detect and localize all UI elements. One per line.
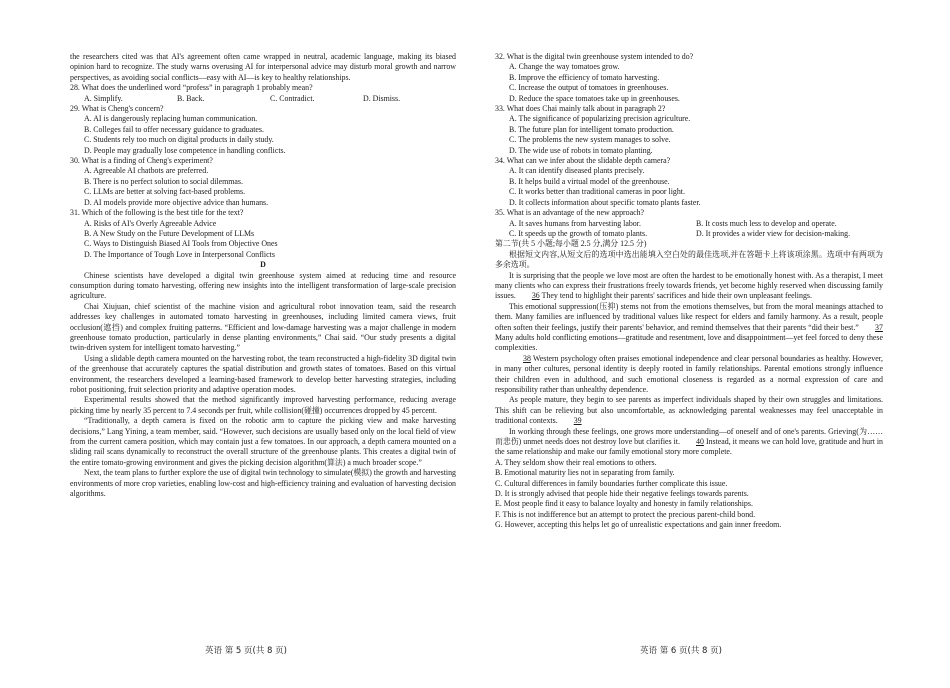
question-34: 34. What can we infer about the slidable depth camera?: [495, 156, 671, 166]
option: A. It saves humans from harvesting labor.: [509, 218, 641, 228]
question-29: 29. What is Cheng's concern?: [70, 104, 164, 114]
option: A. Risks of AI's Overly Agreeable Advice: [84, 218, 217, 228]
question-35-options-row2: [495, 229, 883, 239]
passage-paragraph: Experimental results showed that the method significantly improved harvesting performance, reducing average picking time by nearly 35 percent to 7.4 seconds per fruit, while collision(碰撞) occurrences dropped by 45 percent.: [70, 395, 456, 415]
option: D. The wide use of robots in tomato planting.: [509, 145, 653, 155]
question-33: 33. What does Chai mainly talk about in paragraph 2?: [495, 104, 666, 114]
option: D. Dismiss.: [363, 93, 401, 103]
passage-paragraph: As people mature, they begin to see parents as imperfect individuals shaped by their own struggles and limitations. This shift can be relieving but also uncomfortable, as acknowledging parental weaknesses may feel unacceptable in traditional contexts. 39: [495, 395, 883, 426]
answer-option: G. However, accepting this helps let go of unrealistic expectations and gain inner freedom.: [495, 520, 782, 530]
answer-option: C. Cultural differences in family boundaries further complicate this issue.: [495, 478, 728, 488]
option: B. The future plan for intelligent tomato production.: [509, 124, 674, 134]
answer-option: E. Most people find it easy to balance loyalty and honesty in family relationships.: [495, 499, 753, 509]
option: D. People may gradually lose competence in handling conflicts.: [84, 145, 286, 155]
blank-39: 39: [573, 416, 582, 426]
question-28-options: [70, 94, 456, 104]
option: A. Change the way tomatoes grow.: [509, 62, 620, 72]
blank-38: 38: [523, 353, 531, 363]
passage-d-heading: D: [260, 260, 266, 270]
option: A. Agreeable AI chatbots are preferred.: [84, 166, 209, 176]
question-35: 35. What is an advantage of the new approach?: [495, 208, 645, 218]
section-2-instruction: 根据短文内容,从短文后的选项中选出能填入空白处的最佳选项,并在答题卡上将该项涂黑。选项中有两项为多余选项。: [495, 249, 883, 270]
option: C. Students rely too much on digital products in daily study.: [84, 135, 274, 145]
blank-40: 40: [696, 437, 704, 447]
passage-paragraph: 38 Western psychology often praises emotional independence and clear personal boundaries as healthy. However, in many other cultures, personal identity is deeply rooted in family relationships. Parental emotions strongly influence their children even in adulthood, and such emotional closeness is regarded as a normal expression of care and responsibility rather than unhealthy dependence.: [495, 353, 883, 394]
question-35-options-row1: [495, 219, 883, 229]
answer-option: A. They seldom show their real emotions to others.: [495, 457, 657, 467]
option: C. LLMs are better at solving fact-based problems.: [84, 187, 246, 197]
option: A. The significance of popularizing precision agriculture.: [509, 114, 691, 124]
option: B. There is no perfect solution to social dilemmas.: [84, 176, 243, 186]
option: C. Ways to Distinguish Biased AI Tools from Objective Ones: [84, 239, 278, 249]
option: D. It collects information about specific tomato plants faster.: [509, 197, 701, 207]
passage-paragraph: In working through these feelings, one grows more understanding—of oneself and of one's parents. Grieving(为……而悲伤) unmet needs does not destroy love but clarifies it. 40 Instead, it means we can hold love, gratitude and hurt in the same relationship and make our family emotional story more complete.: [495, 426, 883, 457]
option: D. AI models provide more objective advice than humans.: [84, 197, 269, 207]
page-footer-left: 英语 第 5 页(共 8 页): [205, 646, 287, 656]
answer-option: D. It is strongly advised that people hide their negative feelings towards parents.: [495, 489, 749, 499]
option: B. Back.: [177, 93, 205, 103]
question-31: 31. Which of the following is the best title for the text?: [70, 208, 244, 218]
passage-c-ending: the researchers cited was that AI's agreement often came wrapped in neutral, academic language, making its biased opinion hard to recognize. The study warns overusing AI for interpersonal advice may disturb moral growth and narrow perspectives, as avoiding social conflicts—easy with AI—is key to healthy relationships.: [70, 52, 456, 82]
option: D. It provides a wider view for decision-making.: [696, 228, 851, 238]
option: B. It costs much less to develop and operate.: [696, 218, 837, 228]
blank-36: 36: [531, 291, 540, 301]
blank-37: 37: [875, 322, 883, 332]
option: B. It helps build a virtual model of the greenhouse.: [509, 176, 670, 186]
option: A. It can identify diseased plants precisely.: [509, 166, 645, 176]
option: D. The Importance of Tough Love in Interpersonal Conflicts: [84, 249, 275, 259]
question-30: 30. What is a finding of Cheng's experiment?: [70, 156, 213, 166]
passage-paragraph: “Traditionally, a depth camera is fixed on the robotic arm to capture the picking view and make harvesting decisions,” Lang Yining, a team member, said. “However, such decisions are usually based only on the local field of view from the current camera position, which may contain just a few tomatoes. In our approach, a depth camera mounted on a sliding rail scans dynamically to reconstruct the overall structure of the greenhouse plants. This creates a digital twin of the entire tomato-growing environment and gives the picking decision algorithm(算法) a much broader scope.”: [70, 416, 456, 467]
option: A. Simplify.: [84, 93, 123, 103]
question-28: 28. What does the underlined word “profess” in paragraph 1 probably mean?: [70, 83, 313, 93]
option: C. It speeds up the growth of tomato plants.: [509, 228, 648, 238]
option: B. Colleges fail to offer necessary guidance to graduates.: [84, 124, 264, 134]
option: B. Improve the efficiency of tomato harvesting.: [509, 72, 660, 82]
passage-paragraph: Chai Xiujuan, chief scientist of the machine vision and agricultural robot innovation team, said the research addresses key challenges in automated tomato harvesting in greenhouses, including limited camera views, fruit occlusion(遮挡) and complex fruiting patterns. “Efficient and low-damage harvesting was a major challenge in modern greenhouse tomato production, particularly in dense planting environments,” Chai said. “Our study presents a digital twin-driven system for intelligent tomato harvesting.”: [70, 301, 456, 353]
question-32: 32. What is the digital twin greenhouse system intended to do?: [495, 52, 694, 61]
passage-paragraph: Next, the team plans to further explore the use of digital twin technology to simulate(模拟) the growth and harvesting environments of more crop varieties, enabling low-cost and high-efficiency training and evaluation of harvesting decision algorithms.: [70, 468, 456, 499]
option: C. It works better than traditional cameras in poor light.: [509, 187, 685, 197]
option: C. Contradict.: [270, 93, 315, 103]
passage-paragraph: Chinese scientists have developed a digital twin greenhouse system aimed at reducing time and resource consumption during tomato harvesting, offering new insights into the intelligent transformation of large-scale precision agriculture.: [70, 270, 456, 301]
answer-option: B. Emotional maturity lies not in separating from family.: [495, 468, 675, 478]
right-column: [495, 52, 883, 531]
section-2-heading: 第二节(共 5 小题;每小题 2.5 分,满分 12.5 分): [495, 239, 647, 249]
left-column: [70, 52, 456, 499]
option: D. Reduce the space tomatoes take up in greenhouses.: [509, 93, 680, 103]
passage-paragraph: This emotional suppression(压抑) stems not from the emotions themselves, but from the moral meanings attached to them. Many families are influenced by traditional values like respect for elders and family harmony. As a result, people often soften their feelings, justify their parents' behavior, and remind themselves that their parents “did their best.” 37 Many adults hold conflicting emotions—gratitude and resentment, love and disappointment—yet feel forced to deny these complexities.: [495, 301, 883, 353]
option: C. The problems the new system manages to solve.: [509, 135, 671, 145]
answer-option: F. This is not indifference but an attempt to protect the precious parent-child bond.: [495, 509, 756, 519]
option: C. Increase the output of tomatoes in greenhouses.: [509, 83, 669, 93]
page-footer-right: 英语 第 6 页(共 8 页): [640, 646, 722, 656]
passage-paragraph: It is surprising that the people we love most are often the hardest to be emotionally honest with. As a therapist, I meet many clients who can express their frustrations freely towards friends, yet become highly reserved when discussing family issues. 36 They tend to highlight their parents' sacrifices and hide their own unpleasant feelings.: [495, 270, 883, 301]
passage-paragraph: Using a slidable depth camera mounted on the harvesting robot, the team reconstructed a high-fidelity 3D digital twin of the greenhouse that accurately captures the spatial distribution and growth states of tomatoes. Based on this virtual environment, the researchers developed a learning-based framework to develop better harvesting strategies, including robot positioning, fruit selection priority and adaptive operation modes.: [70, 353, 456, 394]
option: B. A New Study on the Future Development of LLMs: [84, 228, 255, 238]
option: A. AI is dangerously replacing human communication.: [84, 114, 258, 124]
